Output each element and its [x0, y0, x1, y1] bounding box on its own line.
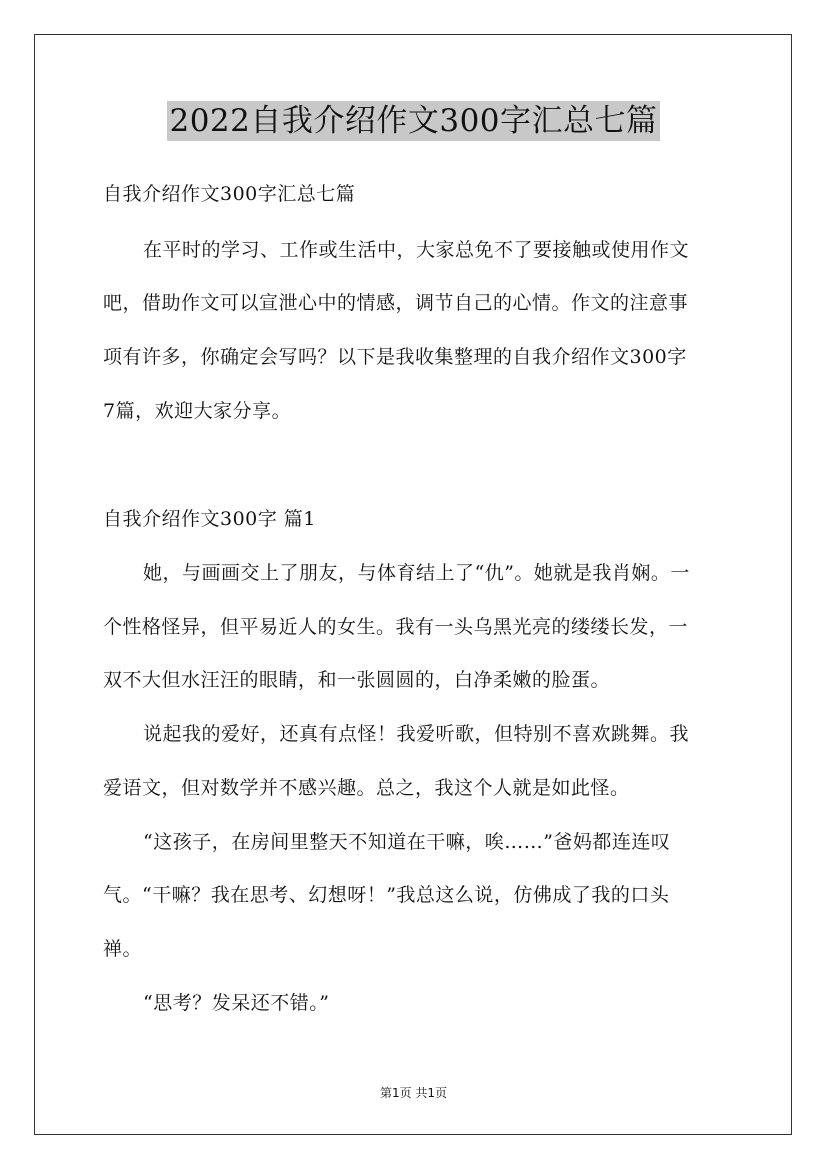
section-heading: 自我介绍作文300字 篇1: [103, 508, 316, 530]
paragraph-3-line-2: 气。“干嘛？我在思考、幻想呀！”我总这么说，仿佛成了我的口头: [103, 884, 670, 906]
paragraph-3-line-1: “这孩子，在房间里整天不知道在干嘛，唉……”爸妈都连连叹: [143, 831, 671, 853]
paragraph-1-line-1: 她，与画画交上了朋友，与体育结上了“仇”。她就是我肖娴。一: [143, 562, 690, 584]
intro-line-3: 项有许多，你确定会写吗？以下是我收集整理的自我介绍作文300字: [103, 346, 687, 368]
paragraph-2-line-2: 爱语文，但对数学并不感兴趣。总之，我这个人就是如此怪。: [103, 777, 630, 799]
paragraph-1-line-3: 双不大但水汪汪的眼睛，和一张圆圆的，白净柔嫩的脸蛋。: [103, 669, 611, 691]
paragraph-3-line-3: 禅。: [103, 938, 143, 960]
title-container: [0, 101, 827, 141]
page-number-footer: 第1页 共1页: [379, 1086, 448, 1100]
intro-line-2: 吧，借助作文可以宣泄心中的情感，调节自己的心情。作文的注意事: [103, 292, 689, 314]
intro-line-1: 在平时的学习、工作或生活中，大家总免不了要接触或使用作文: [143, 239, 690, 261]
document-subtitle: 自我介绍作文300字汇总七篇: [103, 183, 356, 205]
paragraph-4-line-1: “思考？发呆还不错。”: [143, 992, 330, 1014]
intro-line-4: 7篇，欢迎大家分享。: [103, 400, 292, 422]
document-title: 2022自我介绍作文300字汇总七篇: [169, 103, 658, 139]
paragraph-2-line-1: 说起我的爱好，还真有点怪！我爱听歌，但特别不喜欢跳舞。我: [143, 723, 690, 745]
paragraph-1-line-2: 个性格怪异，但平易近人的女生。我有一头乌黑光亮的缕缕长发，一: [103, 616, 689, 638]
